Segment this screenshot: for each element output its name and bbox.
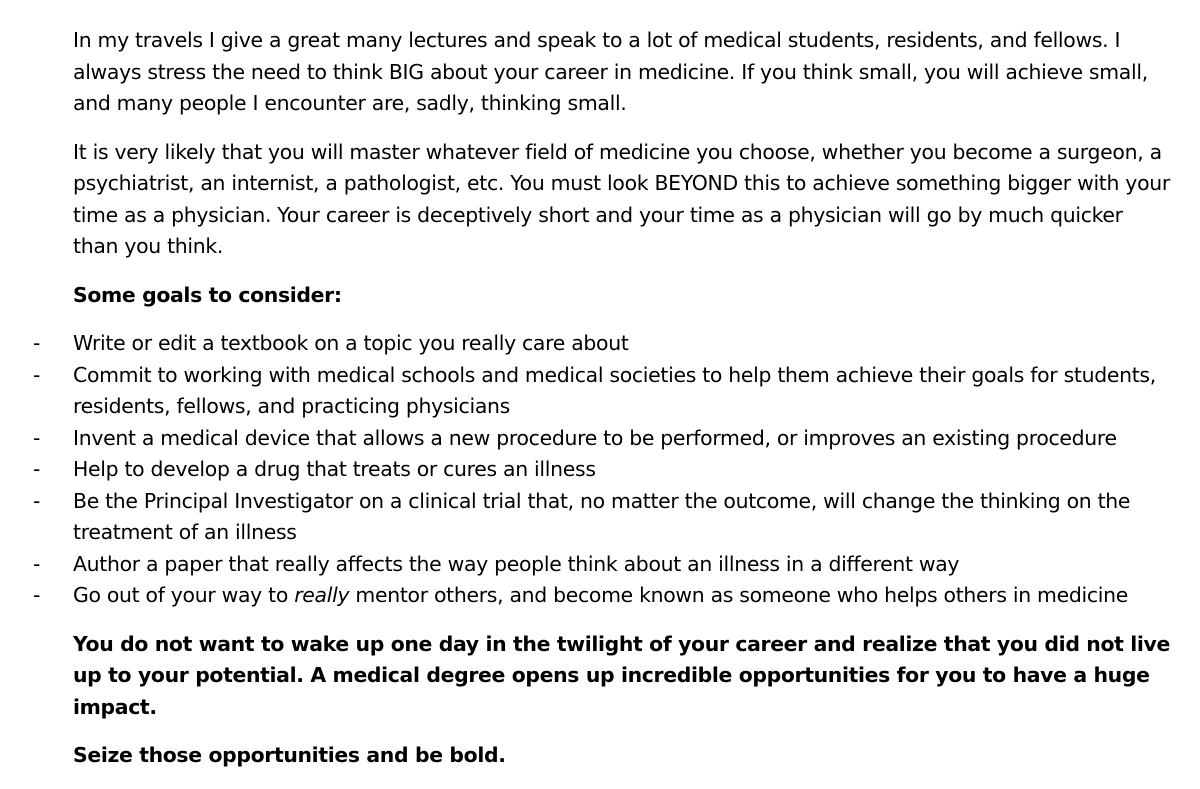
list-item-text: Author a paper that really affects the way people think about an illness in a different way (73, 551, 960, 576)
list-item-text-after: mentor others, and become known as someone who helps others in medicine (349, 583, 1129, 607)
list-item (33, 580, 1173, 612)
list-item-text: Write or edit a textbook on a topic you really care about (73, 331, 629, 355)
emphasis-text: really (294, 583, 350, 607)
list-item (33, 328, 1173, 360)
bullet-dash: - (33, 551, 41, 576)
list-item (33, 454, 1173, 486)
list-item (33, 549, 1173, 581)
beyond-paragraph: It is very likely that you will master whatever field of medicine you choose, whether you become a surgeon, a psychiatrist, an internist, a pathologist, etc. You must look BEYOND this to achieve something bigger with your time as a physician. Your career is deceptively short and your time as a physician will go by much quicker than you think. (73, 139, 1170, 258)
closing-paragraph: You do not want to wake up one day in the twilight of your career and realize that you did not live up to your potential. A medical degree opens up incredible opportunities for you to have a huge impact. (73, 631, 1170, 719)
document-body (33, 25, 1173, 789)
list-item (33, 360, 1173, 423)
bullet-dash: - (33, 362, 41, 387)
bullet-dash: - (33, 583, 41, 607)
list-item-text: Be the Principal Investigator on a clinical trial that, no matter the outcome, will change the thinking on the treatment of an illness (73, 488, 1131, 544)
list-item (33, 423, 1173, 455)
bullet-dash: - (33, 457, 41, 481)
final-call-to-action: Seize those opportunities and be bold. (73, 743, 506, 767)
goals-heading: Some goals to consider: (73, 282, 342, 307)
bullet-dash: - (33, 488, 41, 513)
list-item (33, 486, 1173, 549)
bullet-dash: - (33, 331, 41, 355)
list-item-text: Invent a medical device that allows a new procedure to be performed, or improves an existing procedure (73, 425, 1117, 450)
list-item-text: Help to develop a drug that treats or cures an illness (73, 457, 596, 481)
list-item-text-before: Go out of your way to (73, 583, 295, 607)
list-item-text: Commit to working with medical schools and medical societies to help them achieve their goals for students, residents, fellows, and practicing physicians (73, 362, 1156, 418)
bullet-dash: - (33, 425, 41, 450)
intro-paragraph: In my travels I give a great many lectures and speak to a lot of medical students, residents, and fellows. I always stress the need to think BIG about your career in medicine. If you think small, you will achieve small, and many people I encounter are, sadly, thinking small. (73, 28, 1148, 115)
goals-list (33, 328, 1173, 612)
